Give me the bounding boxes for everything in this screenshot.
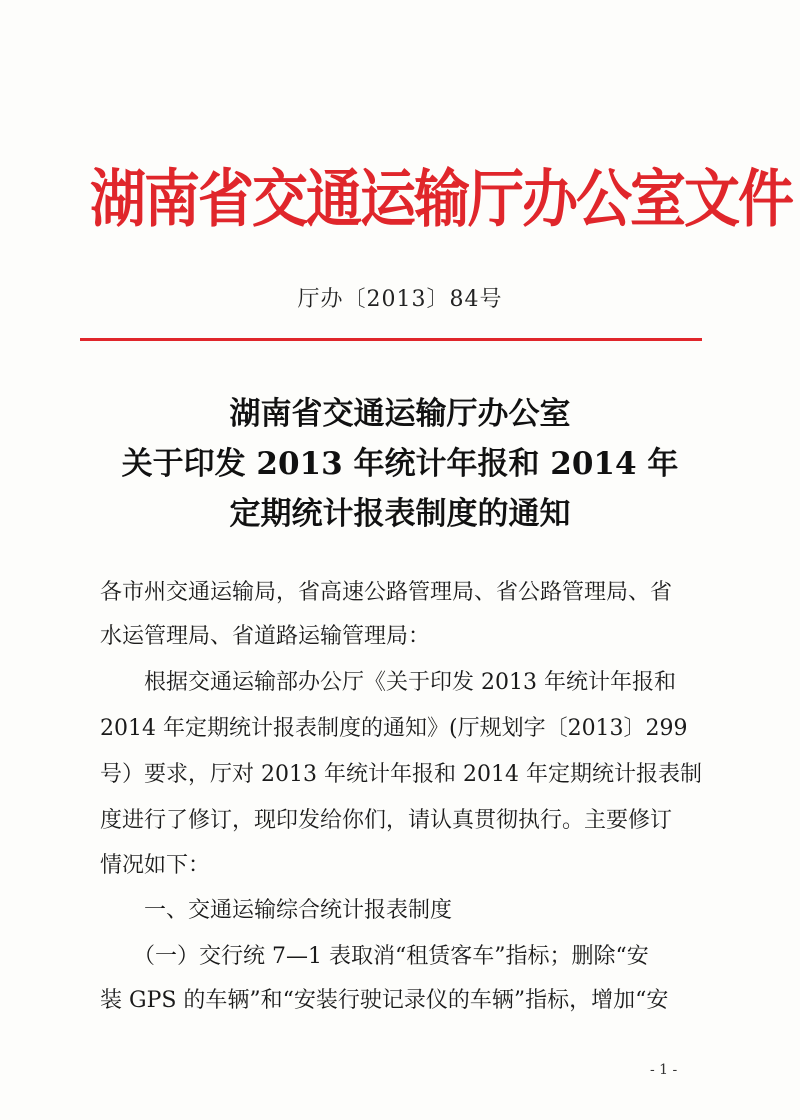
document-masthead: 湖南省交通运输厅办公室文件	[90, 163, 792, 237]
document-title-line-1: 湖南省交通运输厅办公室	[229, 396, 571, 432]
document-title-line-3: 定期统计报表制度的通知	[229, 496, 571, 532]
section-1-heading: 一、交通运输综合统计报表制度	[100, 898, 453, 923]
paragraph-1-line-3: 号）要求，厅对 2013 年统计年报和 2014 年定期统计报表制	[100, 762, 702, 787]
paragraph-1-line-4: 度进行了修订，现印发给你们，请认真贯彻执行。主要修订	[100, 808, 673, 833]
item-1-line-1: （一）交行统 7—1 表取消“租赁客车”指标；删除“安	[100, 944, 649, 969]
red-separator-line	[80, 338, 702, 341]
paragraph-1-line-5: 情况如下：	[100, 853, 211, 878]
paragraph-1-line-1: 根据交通运输部办公厅《关于印发 2013 年统计年报和	[100, 670, 676, 695]
paragraph-1-line-2: 2014 年定期统计报表制度的通知》(厅规划字〔2013〕299	[100, 716, 688, 741]
item-1-line-2: 装 GPS 的车辆”和“安装行驶记录仪的车辆”指标，增加“安	[100, 988, 669, 1013]
document-number: 厅办〔2013〕84号	[297, 287, 503, 312]
addressee-line-2: 水运管理局、省道路运输管理局：	[100, 624, 431, 649]
addressee-line-1: 各市州交通运输局，省高速公路管理局、省公路管理局、省	[100, 580, 673, 605]
page-number: - 1 -	[650, 1062, 678, 1078]
document-title-line-2: 关于印发 2013 年统计年报和 2014 年	[121, 446, 679, 482]
